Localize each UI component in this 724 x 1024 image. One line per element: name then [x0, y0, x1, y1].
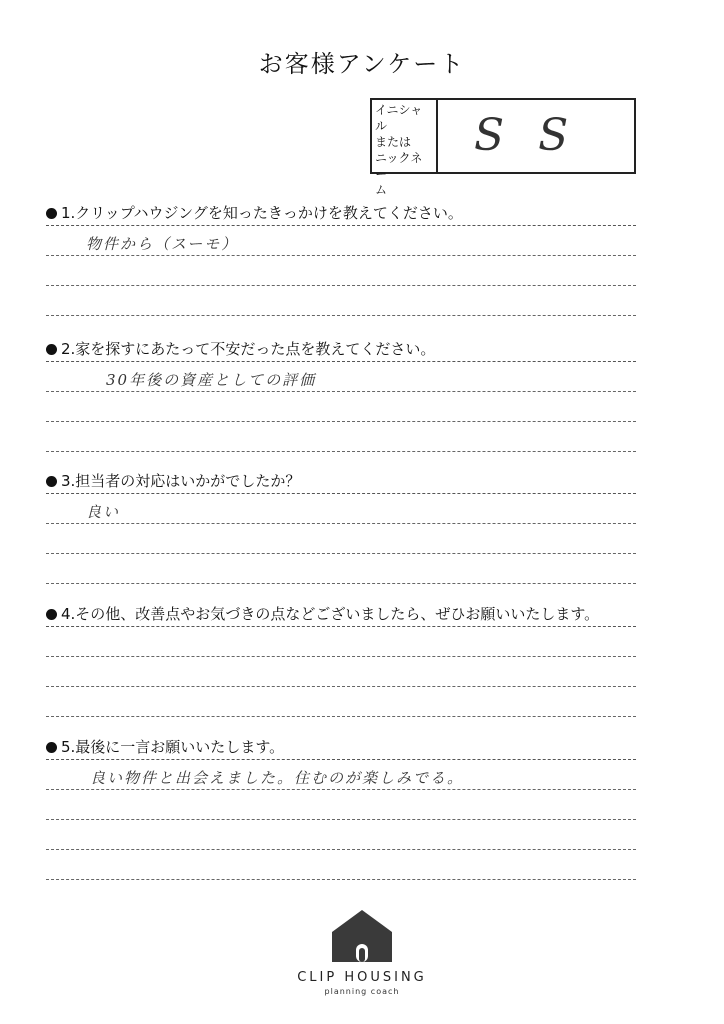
nickname-label — [372, 100, 438, 197]
answer-line — [46, 686, 636, 687]
survey-title: お客様アンケート — [258, 50, 466, 78]
question-heading — [46, 604, 636, 627]
answer-line — [46, 789, 636, 790]
handwritten-answer: 30年後の資産としての評価 — [106, 371, 317, 389]
bullet-icon — [46, 609, 57, 620]
handwritten-answer: 良い — [86, 503, 121, 521]
answer-line — [46, 451, 636, 452]
bullet-icon — [46, 476, 57, 487]
handwritten-answer: 物件から（スーモ） — [86, 235, 239, 253]
nickname-label-line: ニックネー — [375, 151, 423, 181]
question-text: 2.家を探すにあたって不安だった点を教えてください。 — [61, 340, 436, 358]
question-text: 1.クリップハウジングを知ったきっかけを教えてください。 — [61, 204, 463, 222]
brand-tagline: planning coach — [324, 987, 400, 996]
question-1 — [46, 203, 636, 253]
answer-line — [46, 391, 636, 392]
handwritten-answer: 良い物件と出会えました。住むのが楽しみでる。 — [90, 769, 465, 787]
question-text: 5.最後に一言お願いいたします。 — [61, 738, 285, 756]
answer-line — [46, 255, 636, 256]
nickname-value: S S — [474, 110, 579, 161]
nickname-label-line: イニシャル — [375, 103, 423, 133]
question-4 — [46, 604, 636, 627]
brand-name: CLIP HOUSING — [297, 970, 427, 985]
question-text: 4.その他、改善点やお気づきの点などございましたら、ぜひお願いいたします。 — [61, 605, 600, 623]
bullet-icon — [46, 344, 57, 355]
bullet-icon — [46, 208, 57, 219]
question-text: 3.担当者の対応はいかがでしたか？ — [61, 472, 301, 490]
question-heading — [46, 339, 636, 362]
question-2 — [46, 339, 636, 389]
bullet-icon — [46, 742, 57, 753]
nickname-box — [370, 98, 636, 197]
answer-line — [46, 819, 636, 820]
question-5 — [46, 737, 636, 787]
answer-line — [46, 716, 636, 717]
brand-logo — [0, 908, 724, 996]
question-heading — [46, 737, 636, 760]
answer-line — [46, 879, 636, 880]
nickname-label-line: または — [375, 135, 412, 149]
answer-line — [46, 656, 636, 657]
answer-line — [46, 553, 636, 554]
answer-line — [46, 421, 636, 422]
house-icon — [330, 908, 394, 964]
question-heading — [46, 203, 636, 226]
answer-line — [46, 849, 636, 850]
question-3 — [46, 471, 636, 521]
question-heading — [46, 471, 636, 494]
answer-line — [46, 315, 636, 316]
nickname-label-line: ム — [375, 183, 388, 197]
answer-line — [46, 583, 636, 584]
answer-line — [46, 523, 636, 524]
answer-line — [46, 285, 636, 286]
